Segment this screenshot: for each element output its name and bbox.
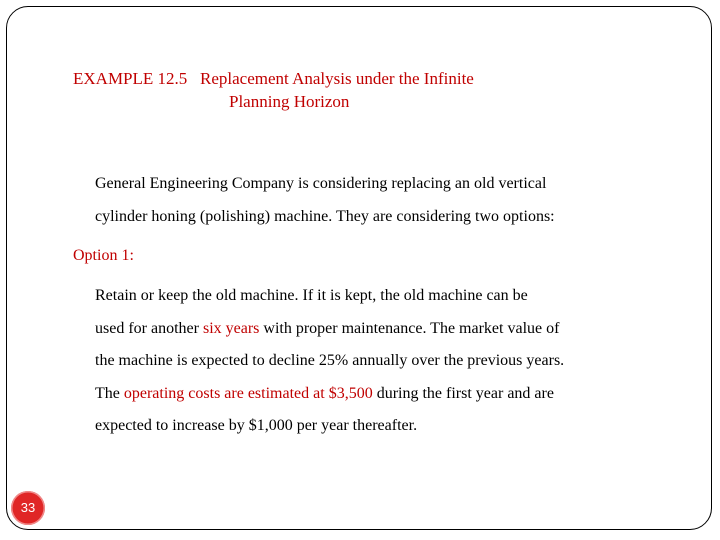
title-line-2: Planning Horizon [229, 92, 350, 111]
option-line-1: Retain or keep the old machine. If it is kept, the old machine can be [95, 287, 528, 304]
option-line-5: expected to increase by $1,000 per year thereafter. [95, 417, 418, 434]
title-text-1: Replacement Analysis under the Infinite [200, 69, 474, 88]
highlight-six-years: six years [202, 319, 260, 337]
option-line-4-a: The [95, 384, 124, 402]
option-line-4-b: during the first year and are [372, 384, 554, 402]
option-label: Option 1: [73, 247, 134, 264]
page-number-badge: 33 [11, 491, 45, 525]
option-line-2-b: with proper maintenance. The market value of [259, 319, 560, 337]
slide-title [73, 67, 474, 113]
intro-line-1: General Engineering Company is considering replacing an old vertical [95, 175, 547, 192]
highlight-operating-costs: operating costs are estimated at $3,500 [123, 384, 373, 402]
option-line-4 [95, 378, 564, 411]
title-gap [187, 69, 200, 88]
option-paragraph [95, 280, 564, 443]
intro-paragraph [95, 168, 555, 233]
option-line-2-a: used for another [95, 319, 203, 337]
option-line-3: the machine is expected to decline 25% annually over the previous years. [95, 352, 565, 369]
option-line-2 [95, 313, 564, 346]
title-line-1 [73, 67, 474, 90]
example-number: EXAMPLE 12.5 [73, 69, 188, 88]
intro-line-2: cylinder honing (polishing) machine. They are considering two options: [95, 207, 555, 225]
